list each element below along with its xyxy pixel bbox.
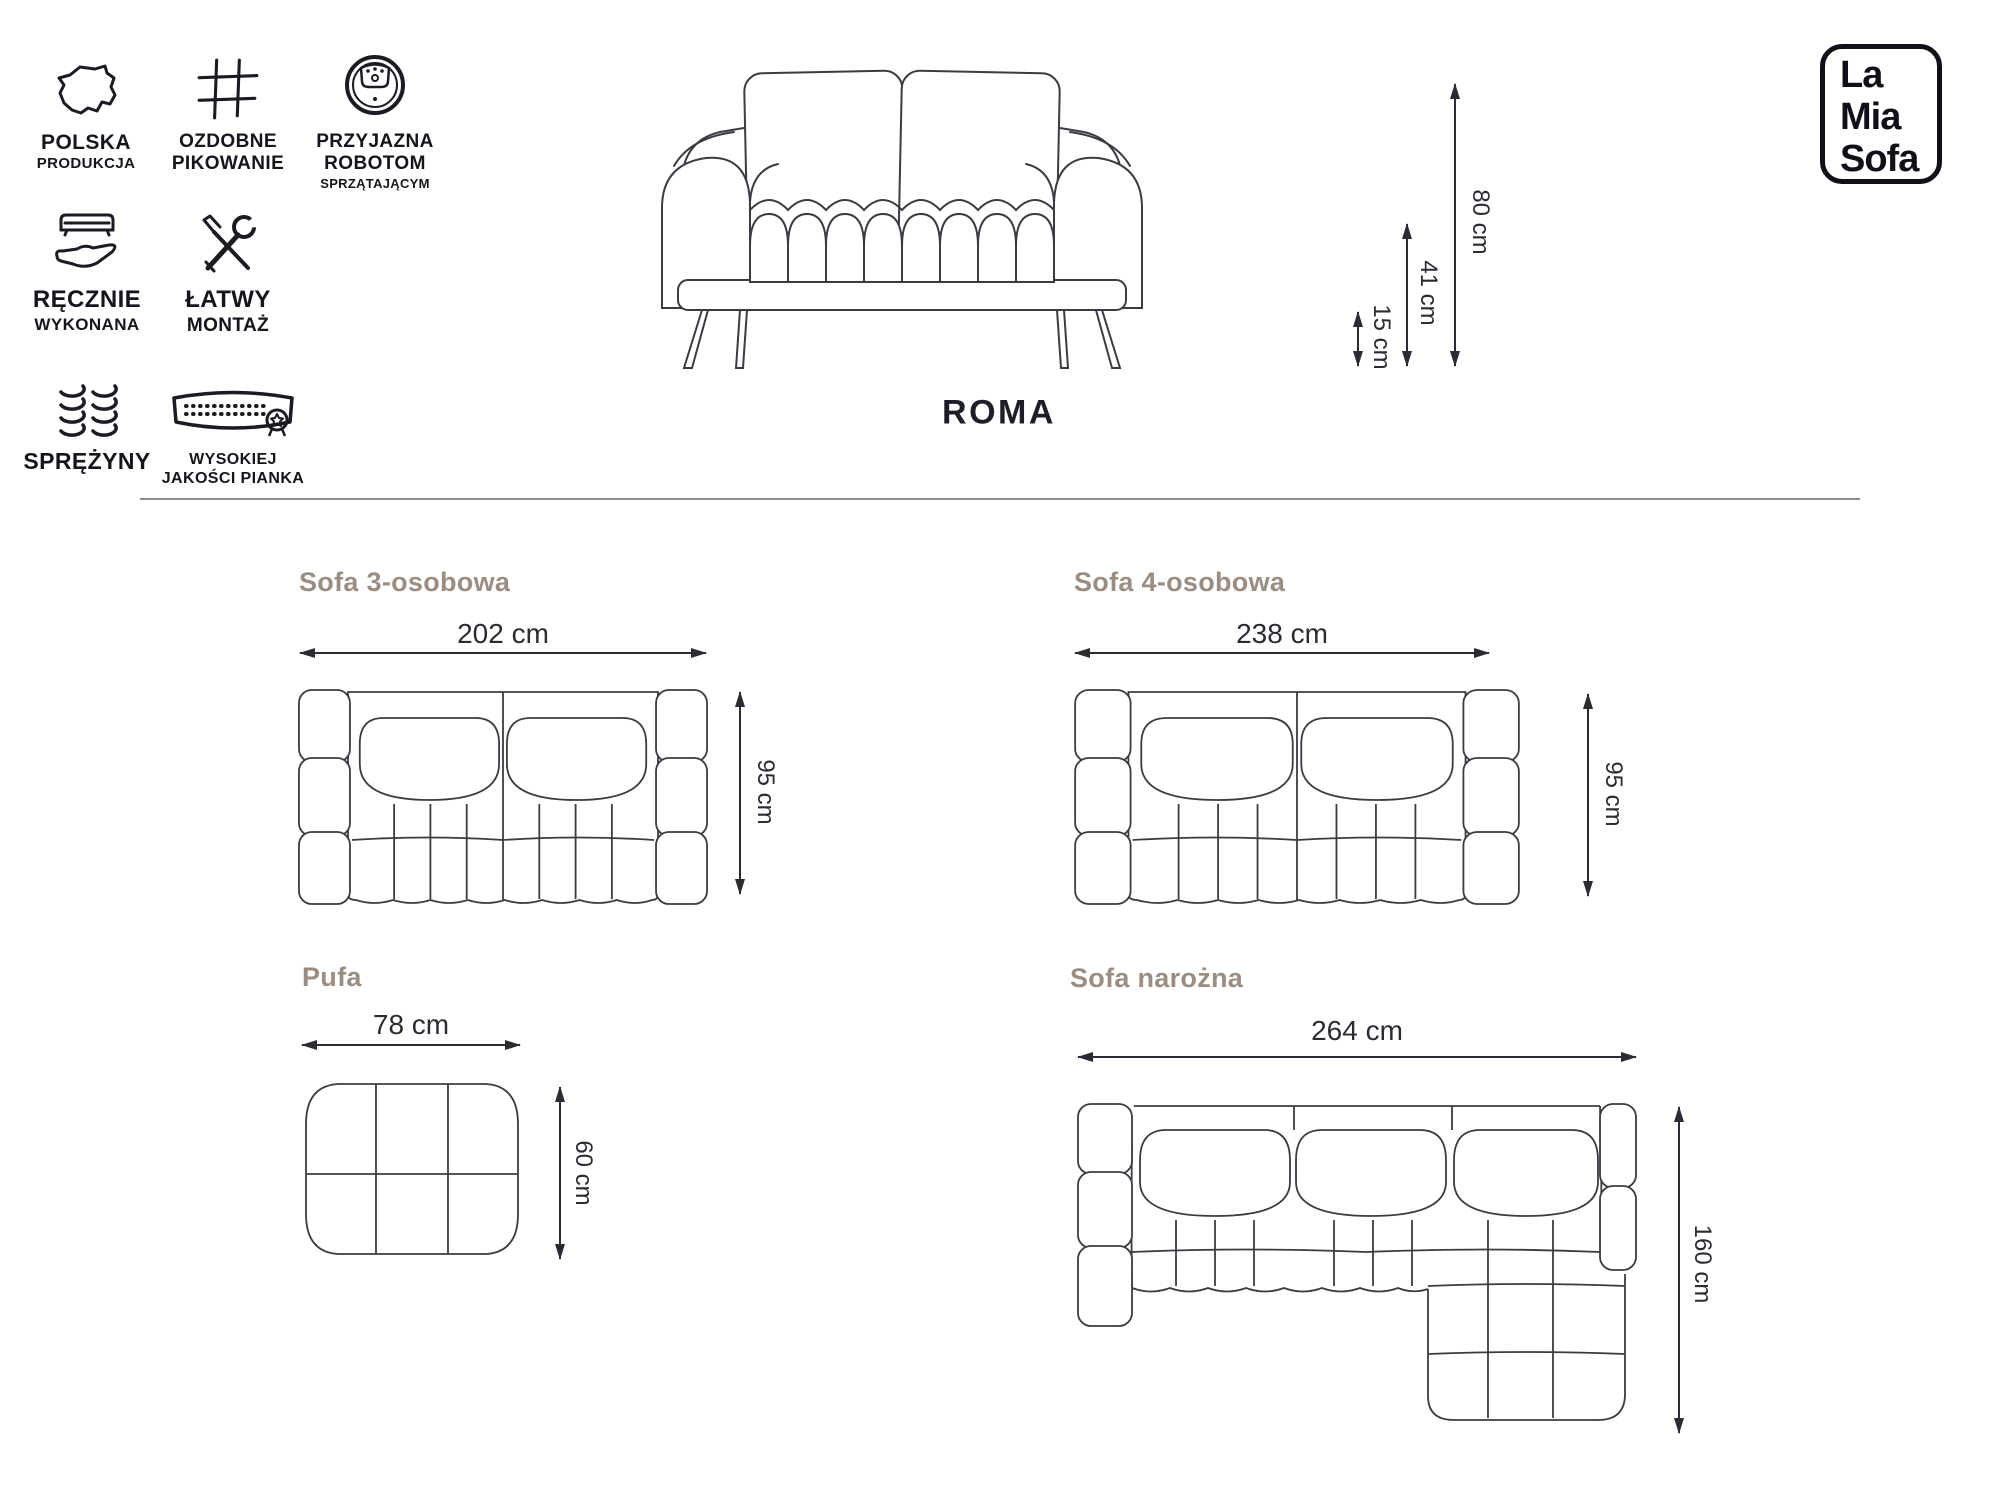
feature-recznie-wykonana: RĘCZNIE WYKONANA xyxy=(25,204,149,335)
corner-width-label: 264 cm xyxy=(1311,1015,1403,1046)
variant-header-pufa: Pufa xyxy=(302,962,362,992)
corner-depth-label: 160 cm xyxy=(1689,1224,1716,1304)
variant-header-sofa-narozna: Sofa narożna xyxy=(1070,963,1244,993)
corner-sofa-top-view-drawing xyxy=(1076,1102,1638,1424)
sofa3-depth-label: 95 cm xyxy=(752,759,779,825)
sofa3-width-label: 202 cm xyxy=(457,618,549,649)
foam-icon xyxy=(164,382,302,442)
springs-icon xyxy=(52,374,122,440)
poland-map-icon xyxy=(50,44,122,122)
tools-icon xyxy=(194,204,262,278)
quilting-grid-icon xyxy=(195,44,261,122)
arrow-seat-height xyxy=(1406,224,1408,366)
variant-header-sofa-4: Sofa 4-osobowa xyxy=(1074,567,1286,597)
brand-logo xyxy=(1820,44,1942,184)
sofa4-depth-label: 95 cm xyxy=(1600,761,1627,827)
sofa-4-top-view-drawing xyxy=(1073,688,1521,906)
corner-depth-arrow xyxy=(1678,1107,1680,1433)
robot-vacuum-icon xyxy=(339,44,411,122)
total-height-label: 80 cm xyxy=(1467,189,1494,255)
feature-ozdobne-pikowanie: OZDOBNE PIKOWANIE xyxy=(166,44,290,176)
seat-height-label: 41 cm xyxy=(1415,260,1442,326)
brand-logo-line3: Sofa xyxy=(1840,137,1919,180)
pufa-width-label: 78 cm xyxy=(372,1009,450,1040)
sofa4-depth-arrow xyxy=(1587,694,1589,896)
corner-width-arrow xyxy=(1078,1056,1636,1058)
feature-wysokiej-jakosci-pianka: WYSOKIEJ JAKOŚCI PIANKA xyxy=(158,382,308,489)
feature-latwy-montaz: ŁATWY MONTAŻ xyxy=(166,204,290,338)
sofa-3-top-view-drawing xyxy=(297,688,709,906)
sofa4-width-label: 238 cm xyxy=(1236,618,1328,649)
handmade-icon xyxy=(51,204,123,278)
pufa-depth-label: 60 cm xyxy=(570,1140,597,1206)
feature-sprezyny: SPRĘŻYNY xyxy=(26,374,148,475)
brand-logo-line2: Mia xyxy=(1840,95,1901,138)
arrow-total-height xyxy=(1454,84,1456,366)
pufa-depth-arrow xyxy=(559,1087,561,1259)
section-divider xyxy=(140,498,1860,500)
sofa3-width-arrow xyxy=(300,652,706,654)
leg-height-label: 15 cm xyxy=(1368,304,1395,370)
sofa3-depth-arrow xyxy=(739,692,741,894)
brand-logo-line1: La xyxy=(1840,54,1883,96)
feature-polska-produkcja: POLSKA PRODUKCJA xyxy=(25,44,147,173)
sofa-front-view-drawing xyxy=(646,56,1158,376)
product-name: ROMA xyxy=(942,393,1056,432)
arrow-leg-height xyxy=(1357,312,1359,366)
variant-header-sofa-3: Sofa 3-osobowa xyxy=(299,567,511,597)
sofa4-width-arrow xyxy=(1075,652,1489,654)
feature-przyjazna-robotom: PRZYJAZNA ROBOTOM SPRZĄTAJĄCYM xyxy=(303,44,447,192)
pufa-width-arrow xyxy=(302,1044,520,1046)
pufa-top-view-drawing xyxy=(302,1080,522,1258)
